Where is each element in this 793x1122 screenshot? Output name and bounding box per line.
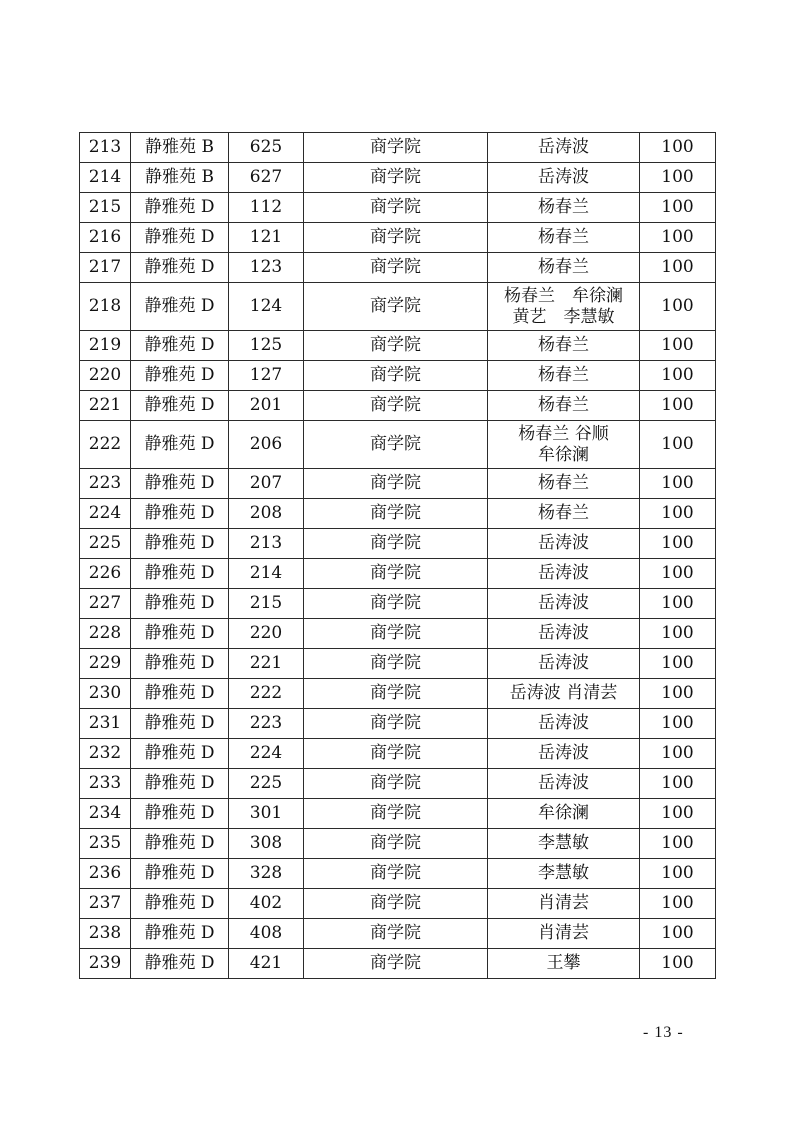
building-cell: 静雅苑 D	[131, 709, 229, 739]
score-cell: 100	[640, 391, 716, 421]
teacher-cell	[488, 469, 640, 499]
row-number-cell: 217	[80, 253, 131, 283]
score-cell: 100	[640, 649, 716, 679]
teacher-name-line: 杨春兰	[538, 197, 589, 217]
teacher-name-line: 肖清芸	[538, 923, 589, 943]
row-number-cell: 232	[80, 739, 131, 769]
score-cell: 100	[640, 469, 716, 499]
teacher-name-line: 岳涛波	[538, 167, 589, 187]
teacher-cell	[488, 679, 640, 709]
table-row	[80, 223, 716, 253]
building-cell: 静雅苑 B	[131, 133, 229, 163]
score-cell: 100	[640, 769, 716, 799]
building-cell: 静雅苑 D	[131, 253, 229, 283]
teacher-cell	[488, 283, 640, 331]
building-cell: 静雅苑 D	[131, 223, 229, 253]
building-cell: 静雅苑 D	[131, 649, 229, 679]
teacher-cell	[488, 949, 640, 979]
college-cell: 商学院	[304, 361, 488, 391]
teacher-cell	[488, 253, 640, 283]
teacher-cell	[488, 739, 640, 769]
teacher-cell	[488, 529, 640, 559]
building-cell: 静雅苑 D	[131, 589, 229, 619]
table-row	[80, 331, 716, 361]
building-cell: 静雅苑 D	[131, 739, 229, 769]
table-row	[80, 769, 716, 799]
score-cell: 100	[640, 253, 716, 283]
teacher-cell	[488, 331, 640, 361]
teacher-name-line: 黄艺 李慧敏	[512, 306, 615, 327]
row-number-cell: 231	[80, 709, 131, 739]
score-cell: 100	[640, 529, 716, 559]
row-number-cell: 230	[80, 679, 131, 709]
teacher-name-line: 李慧敏	[538, 833, 589, 853]
room-number-cell: 625	[229, 133, 304, 163]
building-cell: 静雅苑 D	[131, 799, 229, 829]
table-row	[80, 559, 716, 589]
score-cell: 100	[640, 859, 716, 889]
teacher-name-line: 岳涛波	[538, 137, 589, 157]
document-table-area	[79, 132, 715, 979]
score-cell: 100	[640, 739, 716, 769]
college-cell: 商学院	[304, 799, 488, 829]
building-cell: 静雅苑 D	[131, 193, 229, 223]
table-row	[80, 679, 716, 709]
teacher-name-line: 王攀	[546, 953, 581, 973]
room-number-cell: 223	[229, 709, 304, 739]
teacher-cell	[488, 391, 640, 421]
teacher-name-line: 岳涛波	[538, 533, 589, 553]
row-number-cell: 227	[80, 589, 131, 619]
score-cell: 100	[640, 949, 716, 979]
row-number-cell: 221	[80, 391, 131, 421]
college-cell: 商学院	[304, 133, 488, 163]
teacher-name-line: 杨春兰	[538, 335, 589, 355]
row-number-cell: 236	[80, 859, 131, 889]
score-cell: 100	[640, 709, 716, 739]
building-cell: 静雅苑 D	[131, 829, 229, 859]
row-number-cell: 229	[80, 649, 131, 679]
room-number-cell: 127	[229, 361, 304, 391]
college-cell: 商学院	[304, 223, 488, 253]
row-number-cell: 215	[80, 193, 131, 223]
building-cell: 静雅苑 D	[131, 889, 229, 919]
teacher-name-line: 肖清芸	[538, 893, 589, 913]
score-cell: 100	[640, 361, 716, 391]
teacher-name-line: 牟徐澜	[538, 803, 589, 823]
table-row	[80, 829, 716, 859]
table-row	[80, 649, 716, 679]
college-cell: 商学院	[304, 391, 488, 421]
score-cell: 100	[640, 163, 716, 193]
teacher-cell	[488, 559, 640, 589]
college-cell: 商学院	[304, 253, 488, 283]
teacher-name-line: 牟徐澜	[538, 444, 589, 465]
building-cell: 静雅苑 D	[131, 529, 229, 559]
teacher-cell	[488, 829, 640, 859]
room-number-cell: 123	[229, 253, 304, 283]
row-number-cell: 225	[80, 529, 131, 559]
college-cell: 商学院	[304, 949, 488, 979]
teacher-cell	[488, 193, 640, 223]
table-row	[80, 619, 716, 649]
college-cell: 商学院	[304, 829, 488, 859]
room-number-cell: 627	[229, 163, 304, 193]
college-cell: 商学院	[304, 679, 488, 709]
room-number-cell: 207	[229, 469, 304, 499]
row-number-cell: 219	[80, 331, 131, 361]
teacher-name-line: 杨春兰	[538, 473, 589, 493]
room-number-cell: 208	[229, 499, 304, 529]
building-cell: 静雅苑 B	[131, 163, 229, 193]
room-number-cell: 121	[229, 223, 304, 253]
score-cell: 100	[640, 679, 716, 709]
row-number-cell: 220	[80, 361, 131, 391]
row-number-cell: 237	[80, 889, 131, 919]
score-cell: 100	[640, 133, 716, 163]
teacher-cell	[488, 769, 640, 799]
teacher-cell	[488, 709, 640, 739]
college-cell: 商学院	[304, 529, 488, 559]
teacher-cell	[488, 799, 640, 829]
room-number-cell: 301	[229, 799, 304, 829]
teacher-cell	[488, 889, 640, 919]
table-row	[80, 391, 716, 421]
table-row	[80, 589, 716, 619]
teacher-name-line: 岳涛波 肖清芸	[509, 683, 618, 703]
college-cell: 商学院	[304, 193, 488, 223]
teacher-cell	[488, 361, 640, 391]
room-number-cell: 220	[229, 619, 304, 649]
room-number-cell: 214	[229, 559, 304, 589]
table-body	[80, 133, 716, 979]
table-row	[80, 133, 716, 163]
room-number-cell: 225	[229, 769, 304, 799]
teacher-name-line: 岳涛波	[538, 623, 589, 643]
score-cell: 100	[640, 829, 716, 859]
table-row	[80, 193, 716, 223]
room-number-cell: 224	[229, 739, 304, 769]
college-cell: 商学院	[304, 859, 488, 889]
dormitory-inspection-table	[79, 132, 716, 979]
room-number-cell: 125	[229, 331, 304, 361]
building-cell: 静雅苑 D	[131, 949, 229, 979]
teacher-name-line: 岳涛波	[538, 713, 589, 733]
teacher-cell	[488, 421, 640, 469]
teacher-cell	[488, 223, 640, 253]
teacher-name-line: 岳涛波	[538, 563, 589, 583]
building-cell: 静雅苑 D	[131, 499, 229, 529]
room-number-cell: 408	[229, 919, 304, 949]
score-cell: 100	[640, 283, 716, 331]
score-cell: 100	[640, 589, 716, 619]
teacher-name-line: 杨春兰	[538, 257, 589, 277]
score-cell: 100	[640, 223, 716, 253]
score-cell: 100	[640, 559, 716, 589]
teacher-name-line: 岳涛波	[538, 593, 589, 613]
table-row	[80, 859, 716, 889]
room-number-cell: 402	[229, 889, 304, 919]
college-cell: 商学院	[304, 421, 488, 469]
building-cell: 静雅苑 D	[131, 331, 229, 361]
room-number-cell: 221	[229, 649, 304, 679]
table-row	[80, 361, 716, 391]
teacher-name-line: 杨春兰	[538, 503, 589, 523]
table-row	[80, 283, 716, 331]
college-cell: 商学院	[304, 889, 488, 919]
row-number-cell: 234	[80, 799, 131, 829]
table-row	[80, 163, 716, 193]
room-number-cell: 421	[229, 949, 304, 979]
table-row	[80, 499, 716, 529]
score-cell: 100	[640, 919, 716, 949]
room-number-cell: 308	[229, 829, 304, 859]
room-number-cell: 328	[229, 859, 304, 889]
table-row	[80, 919, 716, 949]
table-row	[80, 799, 716, 829]
teacher-cell	[488, 649, 640, 679]
room-number-cell: 215	[229, 589, 304, 619]
room-number-cell: 124	[229, 283, 304, 331]
college-cell: 商学院	[304, 619, 488, 649]
row-number-cell: 239	[80, 949, 131, 979]
college-cell: 商学院	[304, 769, 488, 799]
table-row	[80, 529, 716, 559]
teacher-cell	[488, 163, 640, 193]
college-cell: 商学院	[304, 739, 488, 769]
room-number-cell: 213	[229, 529, 304, 559]
score-cell: 100	[640, 799, 716, 829]
teacher-name-line: 杨春兰 谷顺	[518, 423, 609, 444]
row-number-cell: 233	[80, 769, 131, 799]
building-cell: 静雅苑 D	[131, 469, 229, 499]
building-cell: 静雅苑 D	[131, 361, 229, 391]
score-cell: 100	[640, 499, 716, 529]
table-row	[80, 253, 716, 283]
table-row	[80, 421, 716, 469]
page-number: - 13 -	[643, 1024, 684, 1041]
college-cell: 商学院	[304, 499, 488, 529]
room-number-cell: 201	[229, 391, 304, 421]
college-cell: 商学院	[304, 331, 488, 361]
score-cell: 100	[640, 889, 716, 919]
teacher-cell	[488, 589, 640, 619]
building-cell: 静雅苑 D	[131, 283, 229, 331]
building-cell: 静雅苑 D	[131, 559, 229, 589]
room-number-cell: 206	[229, 421, 304, 469]
college-cell: 商学院	[304, 919, 488, 949]
row-number-cell: 238	[80, 919, 131, 949]
teacher-name-line: 李慧敏	[538, 863, 589, 883]
college-cell: 商学院	[304, 709, 488, 739]
row-number-cell: 226	[80, 559, 131, 589]
college-cell: 商学院	[304, 163, 488, 193]
room-number-cell: 112	[229, 193, 304, 223]
row-number-cell: 235	[80, 829, 131, 859]
table-row	[80, 709, 716, 739]
teacher-cell	[488, 619, 640, 649]
row-number-cell: 223	[80, 469, 131, 499]
college-cell: 商学院	[304, 559, 488, 589]
room-number-cell: 222	[229, 679, 304, 709]
score-cell: 100	[640, 193, 716, 223]
teacher-cell	[488, 133, 640, 163]
row-number-cell: 218	[80, 283, 131, 331]
building-cell: 静雅苑 D	[131, 679, 229, 709]
teacher-name-line: 岳涛波	[538, 743, 589, 763]
score-cell: 100	[640, 619, 716, 649]
college-cell: 商学院	[304, 589, 488, 619]
table-row	[80, 949, 716, 979]
building-cell: 静雅苑 D	[131, 391, 229, 421]
teacher-cell	[488, 499, 640, 529]
score-cell: 100	[640, 421, 716, 469]
row-number-cell: 213	[80, 133, 131, 163]
building-cell: 静雅苑 D	[131, 919, 229, 949]
teacher-name-line: 杨春兰	[538, 365, 589, 385]
teacher-name-line: 杨春兰	[538, 395, 589, 415]
building-cell: 静雅苑 D	[131, 859, 229, 889]
table-row	[80, 889, 716, 919]
teacher-name-line: 岳涛波	[538, 773, 589, 793]
teacher-cell	[488, 919, 640, 949]
building-cell: 静雅苑 D	[131, 619, 229, 649]
row-number-cell: 224	[80, 499, 131, 529]
teacher-name-line: 杨春兰	[538, 227, 589, 247]
score-cell: 100	[640, 331, 716, 361]
college-cell: 商学院	[304, 469, 488, 499]
table-row	[80, 739, 716, 769]
college-cell: 商学院	[304, 649, 488, 679]
table-row	[80, 469, 716, 499]
building-cell: 静雅苑 D	[131, 421, 229, 469]
teacher-name-line: 杨春兰 牟徐澜	[504, 285, 623, 306]
college-cell: 商学院	[304, 283, 488, 331]
teacher-name-line: 岳涛波	[538, 653, 589, 673]
row-number-cell: 216	[80, 223, 131, 253]
row-number-cell: 222	[80, 421, 131, 469]
teacher-cell	[488, 859, 640, 889]
row-number-cell: 228	[80, 619, 131, 649]
building-cell: 静雅苑 D	[131, 769, 229, 799]
row-number-cell: 214	[80, 163, 131, 193]
